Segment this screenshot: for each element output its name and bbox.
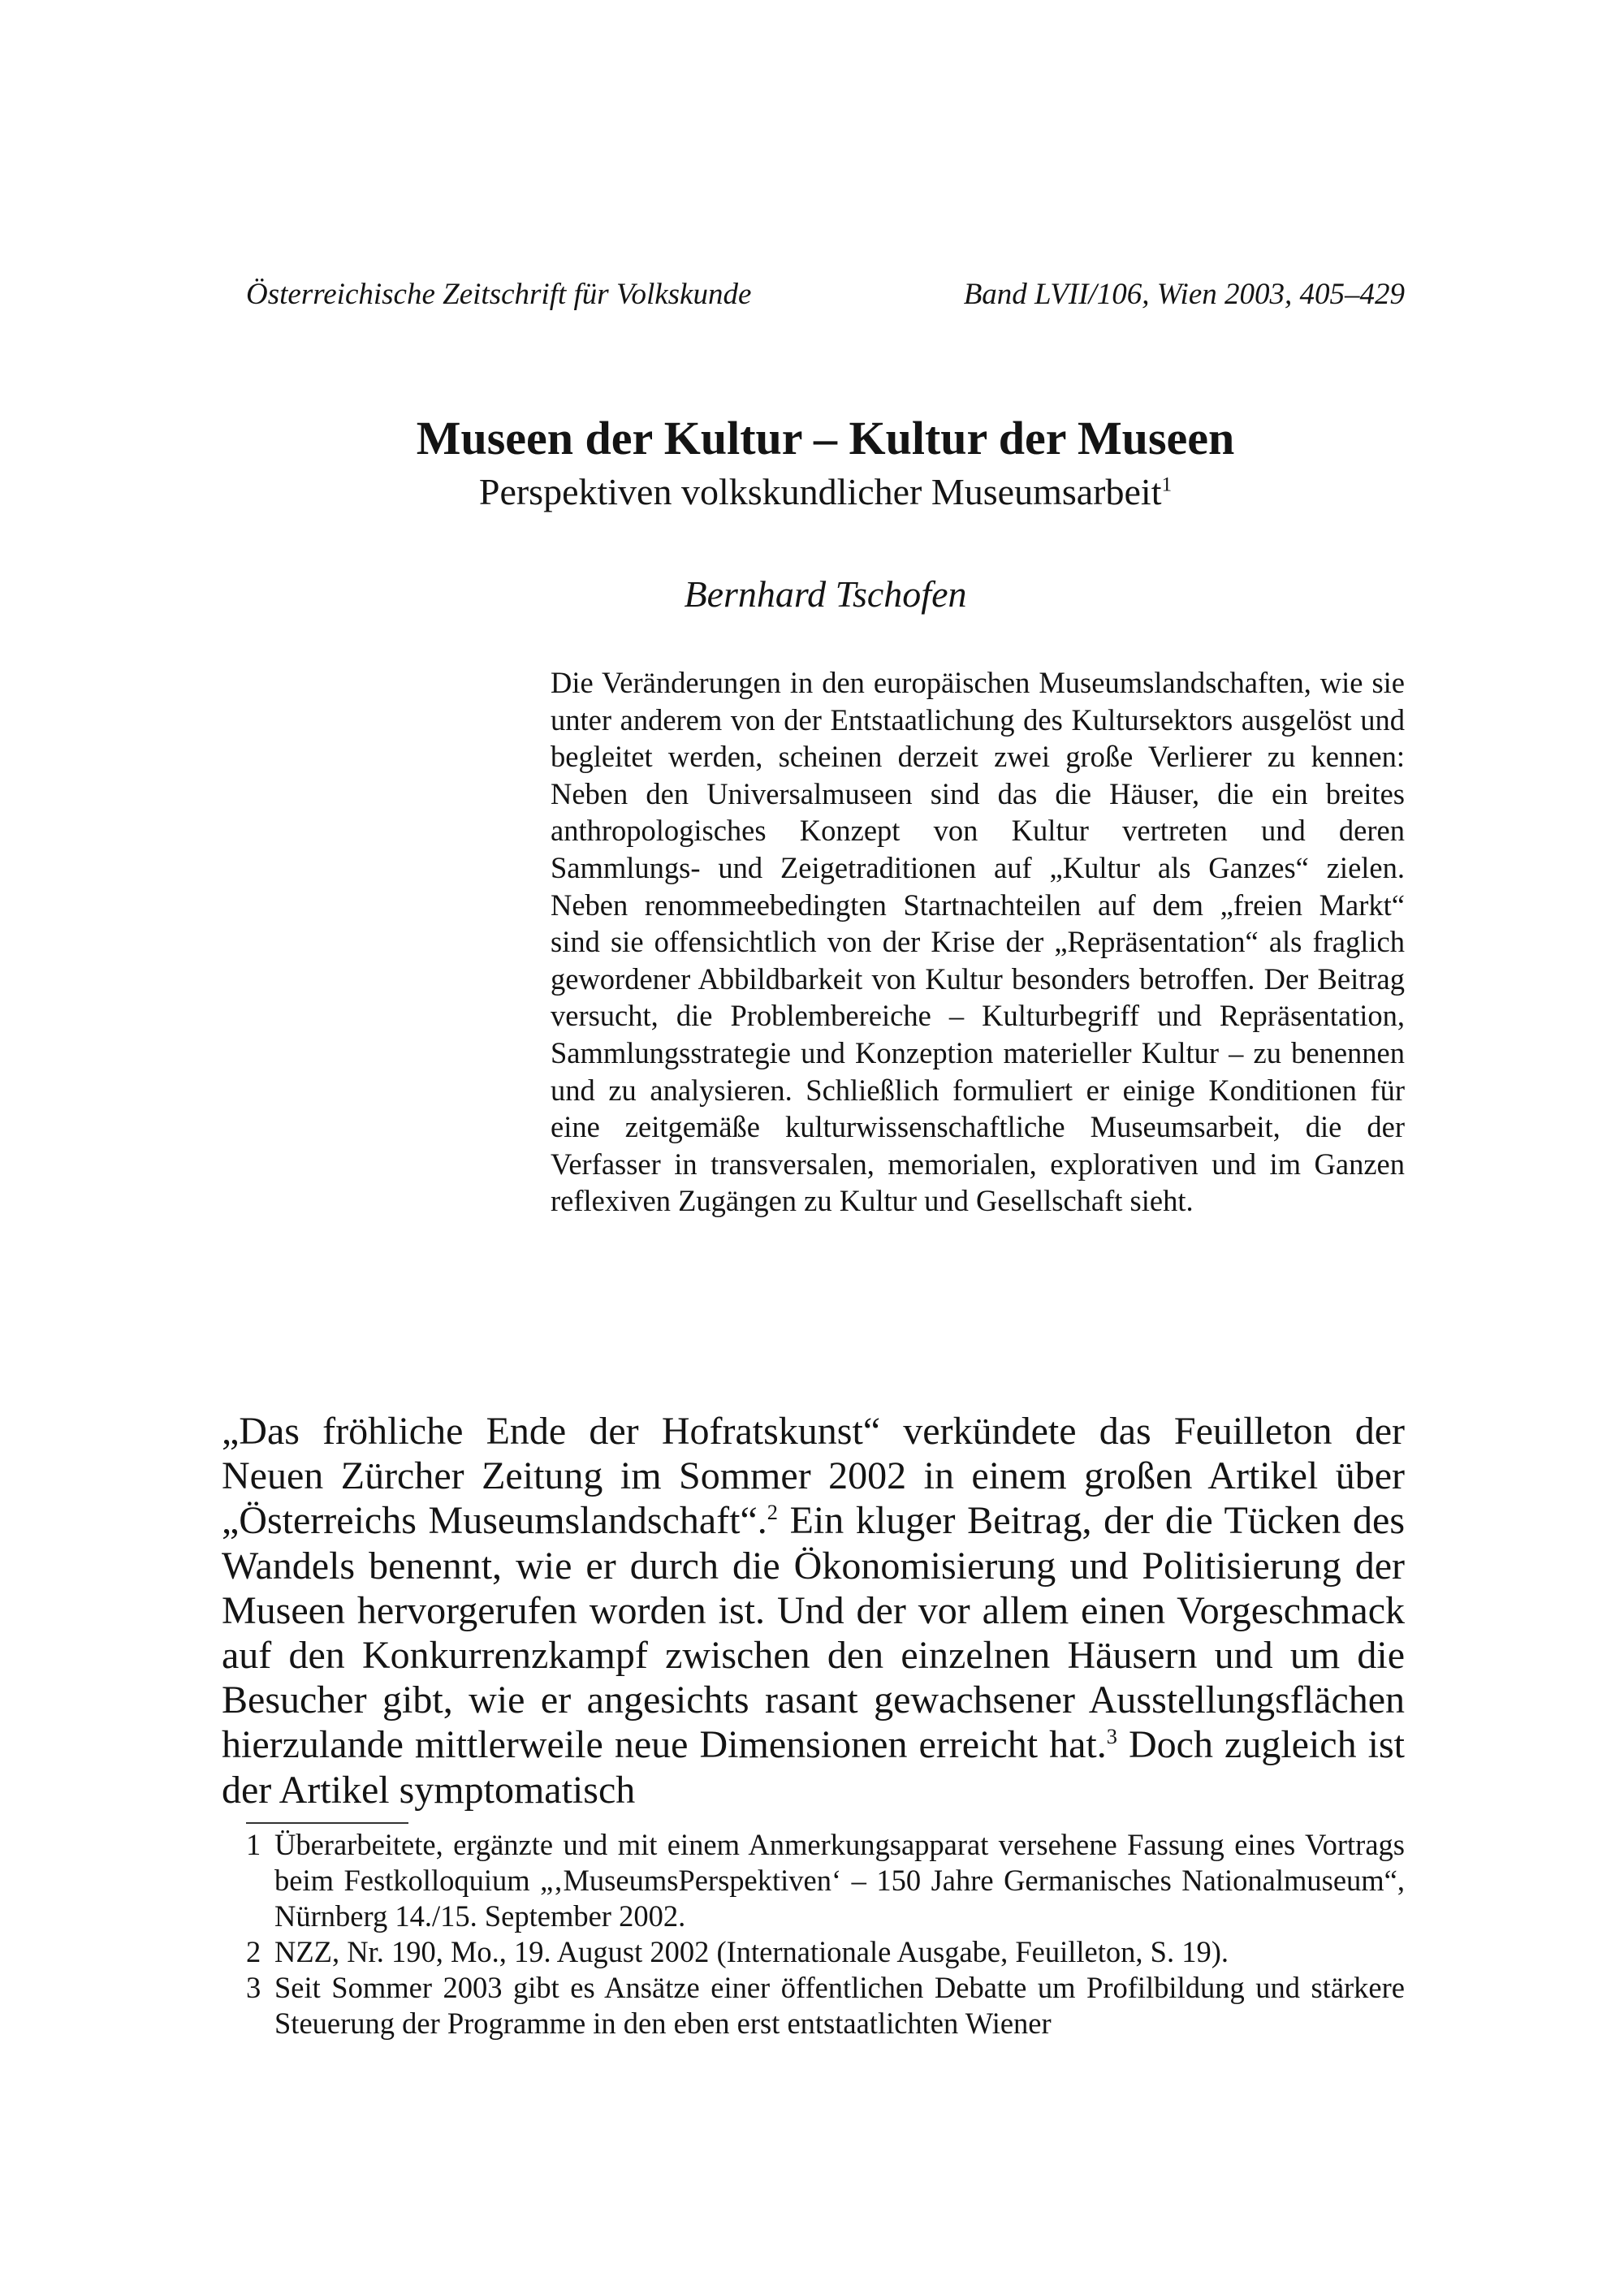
body-text-part-3: Doch zugleich ist der Artikel symptomatisch: [222, 1723, 1405, 1812]
abstract: [551, 664, 1405, 1220]
subtitle-text: Perspektiven volkskundlicher Museumsarbeit: [478, 471, 1162, 512]
footnote-ref-1[interactable]: 1: [1161, 473, 1173, 496]
footnote-text: Seit Sommer 2003 gibt es Ansätze einer öffentlichen Debatte um Profilbildung und stärkere Steuerung der Programme in den eben erst entstaatlichten Wiener: [274, 1971, 1405, 2040]
footnote-2: [246, 1934, 1405, 1970]
article-author: Bernhard Tschofen: [684, 573, 967, 615]
body-text-part-2: Ein kluger Beitrag, der die Tücken des Wandels benennt, wie er durch die Ökonomisierung und Politisierung der Museen hervorgerufen worden ist. Und der vor allem einen Vorgeschmack auf den Konkurrenzkampf zwischen den einzelnen Häusern und um die Besucher gibt, wie er angesichts rasant gewachsener Ausstellungsflächen hierzulande mittlerweile neue Dimensionen erreicht hat.: [222, 1499, 1405, 1767]
footnote-1: [246, 1827, 1405, 1934]
footnote-number: 3: [246, 1971, 261, 2004]
body-text-part-1: „Das fröhliche Ende der Hofratskunst“ verkündete das Feuilleton der Neuen Zürcher Zeitung im Sommer 2002 in einem großen Artikel über „Österreichs Museumslandschaft“.: [222, 1410, 1405, 1543]
abstract-text: Die Veränderungen in den europäischen Museumslandschaften, wie sie unter anderem von der Entstaatlichung des Kultursektors ausgelöst und begleitet werden, scheinen derzeit zwei große Verlierer zu kennen: Neben den Universalmuseen sind das die Häuser, die ein breites anthropologisches Konzept von Kultur vertreten und deren Sammlungs- und Zeigetraditionen auf „Kultur als Ganzes“ zielen. Neben renommeebedingten Startnachteilen auf dem „freien Markt“ sind sie offensichtlich von der Krise der „Repräsentation“ als fraglich gewordener Abbildbarkeit von Kultur besonders betroffen. Der Beitrag versucht, die Problembereiche – Kulturbegriff und Repräsentation, Sammlungsstrategie und Konzeption materieller Kultur – zu benennen und zu analysieren. Schließlich formuliert er einige Konditionen für eine zeitgemäße kulturwissenschaftliche Museumsarbeit, die der Verfasser in transversalen, memorialen, explorativen und im Ganzen reflexiven Zugängen zu Kultur und Gesellschaft sieht.: [551, 666, 1405, 1218]
running-header: [246, 274, 1405, 315]
volume-info: Band LVII/106, Wien 2003, 405–429: [963, 278, 1405, 311]
article-subtitle: [246, 468, 1405, 516]
footnote-ref-2[interactable]: 2: [767, 1500, 778, 1525]
footnote-text: Überarbeitete, ergänzte und mit einem Anmerkungsapparat versehene Fassung eines Vortrags beim Festkolloquium „‚MuseumsPerspektiven‘ – 150 Jahre Germanisches Nationalmuseum“, Nürnberg 14./15. September 2002.: [274, 1828, 1405, 1933]
footnote-number: 1: [246, 1828, 261, 1861]
journal-name: Österreichische Zeitschrift für Volkskunde: [246, 278, 752, 311]
article-title: Museen der Kultur – Kultur der Museen: [416, 412, 1235, 464]
footnotes: [246, 1827, 1405, 2041]
footnote-divider: [246, 1822, 408, 1824]
footnote-ref-3[interactable]: 3: [1106, 1724, 1117, 1749]
footnote-text: NZZ, Nr. 190, Mo., 19. August 2002 (Internationale Ausgabe, Feuilleton, S. 19).: [274, 1935, 1229, 1968]
footnote-3: [246, 1970, 1405, 2041]
body-text: [222, 1409, 1405, 1812]
footnote-number: 2: [246, 1935, 261, 1968]
body-paragraph: [222, 1409, 1405, 1812]
